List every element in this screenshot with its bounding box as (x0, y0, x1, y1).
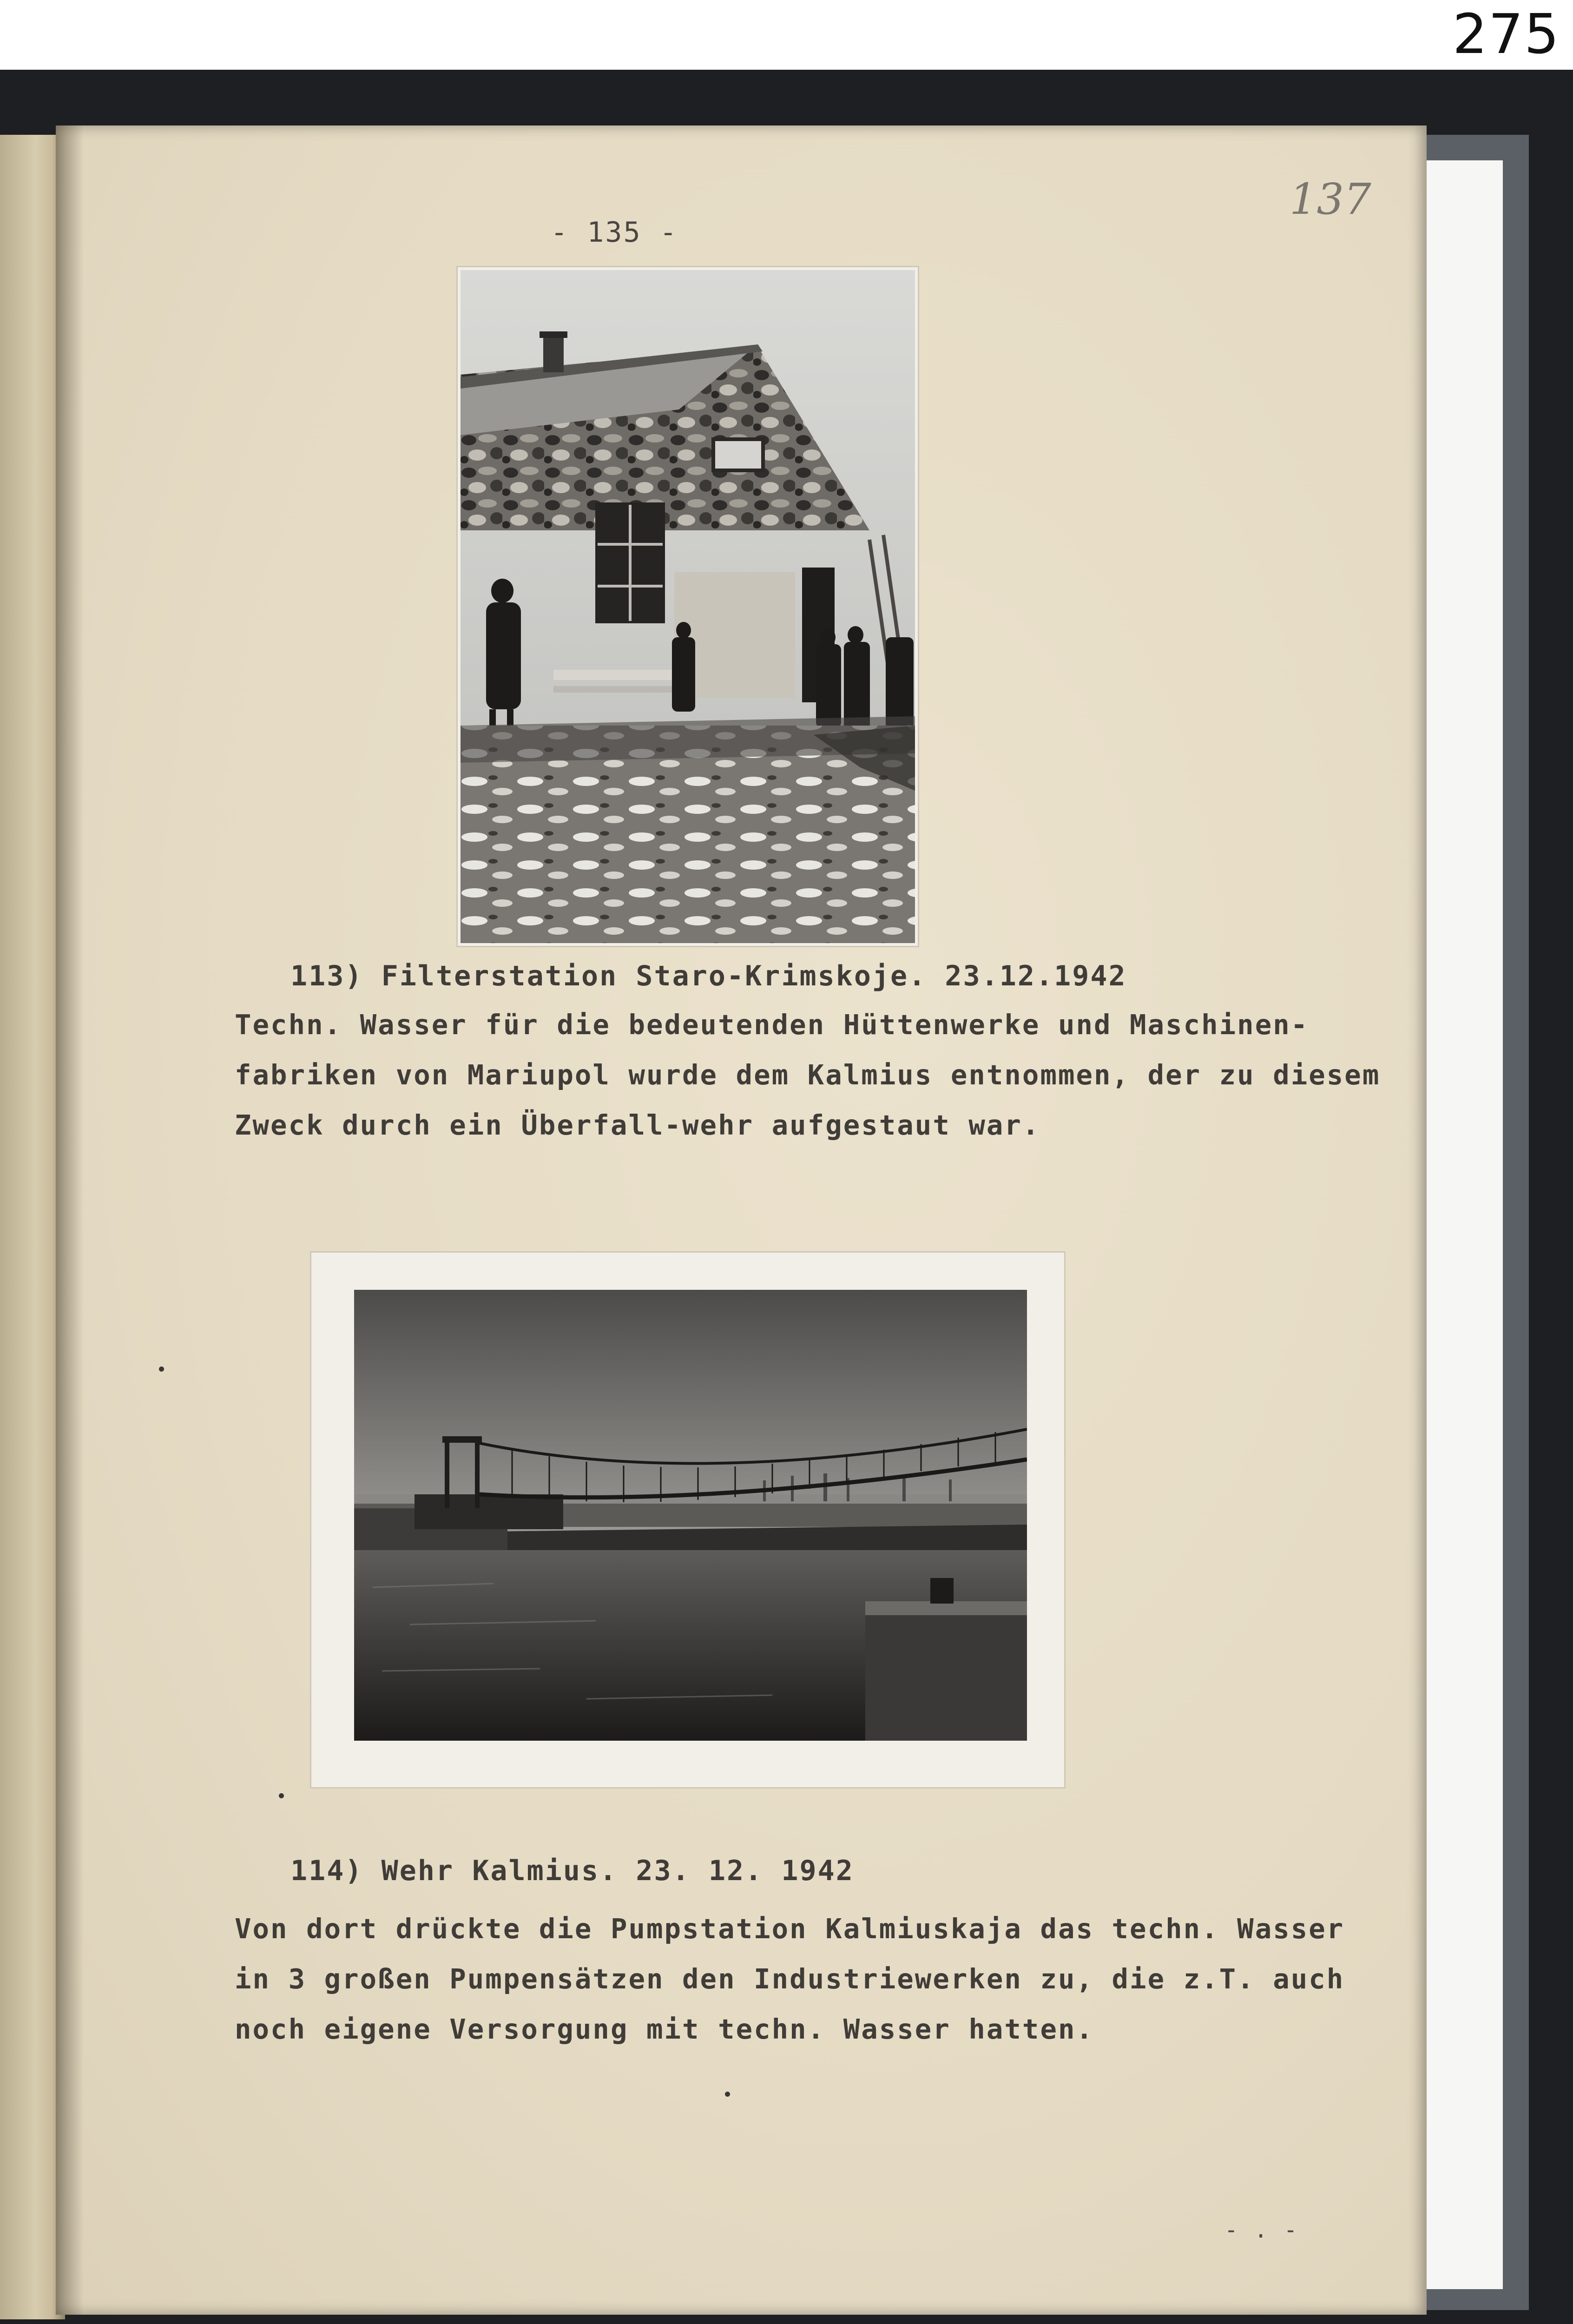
ink-dot (159, 1367, 164, 1372)
paragraph-1-line: Zweck durch ein Überfall-wehr aufgestaut war. (235, 1109, 1040, 1141)
paragraph-1-line: Techn. Wasser für die bedeutenden Hüttenwerke und Maschinen- (235, 1009, 1309, 1041)
handwritten-folio-number: 137 (1290, 174, 1371, 224)
paragraph-1-line: fabriken von Mariupol wurde dem Kalmius entnommen, der zu diesem (235, 1059, 1381, 1091)
caption-114: 114) Wehr Kalmius. 23. 12. 1942 (290, 1855, 854, 1887)
top-strip (0, 0, 1573, 70)
photo-113-image (461, 270, 915, 943)
underlying-white-sheet (1417, 160, 1503, 2289)
photo-114-weir-kalmius (354, 1290, 1027, 1741)
document-page (56, 125, 1427, 2315)
photo-114-image (354, 1290, 1027, 1741)
gutter-shadow (56, 125, 84, 2315)
page-number: - 135 - (551, 216, 678, 249)
photo-114-mount (311, 1253, 1064, 1787)
archive-page-number: 275 (1452, 2, 1560, 66)
photo-113-mount (458, 267, 918, 946)
left-facing-page (0, 135, 65, 2319)
ink-dot (725, 2092, 730, 2097)
bottom-page-mark: - . - (1224, 2217, 1299, 2243)
caption-113: 113) Filterstation Staro-Krimskoje. 23.12.1942 (290, 960, 1127, 992)
ink-dot (279, 1793, 284, 1798)
paragraph-2-line: noch eigene Versorgung mit techn. Wasser hatten. (235, 2013, 1094, 2045)
paragraph-2-line: in 3 großen Pumpensätzen den Industriewerken zu, die z.T. auch (235, 1963, 1345, 1995)
photo-113-filter-station (461, 270, 915, 943)
paragraph-2-line: Von dort drückte die Pumpstation Kalmiuskaja das techn. Wasser (235, 1913, 1345, 1945)
